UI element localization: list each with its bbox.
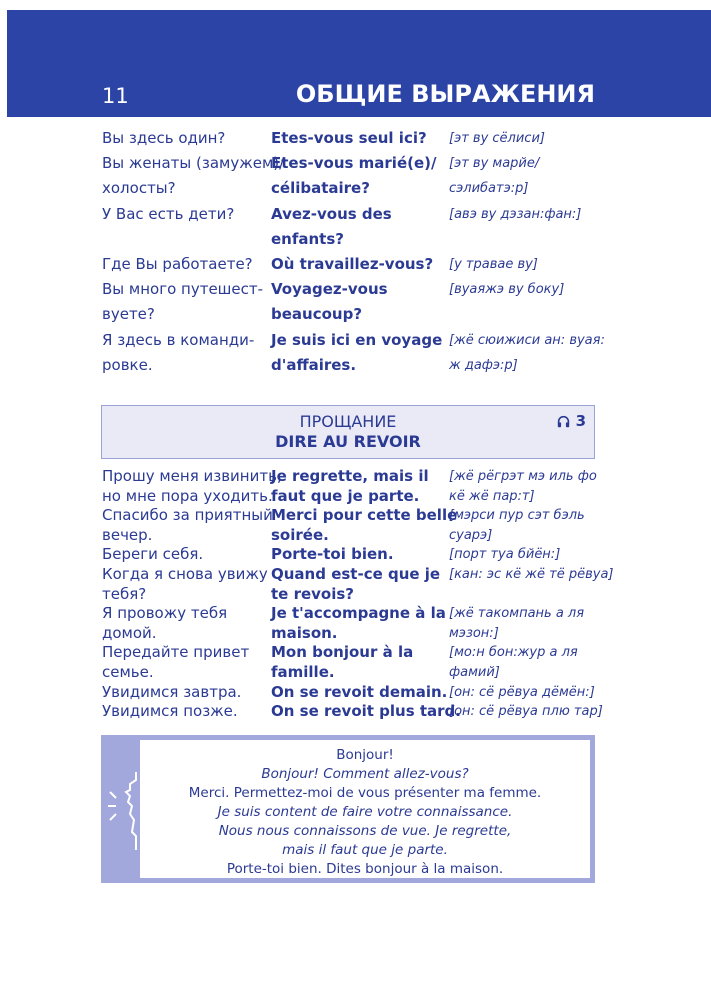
transcription xyxy=(449,126,604,151)
dialog-line: Bonjour! xyxy=(336,747,394,763)
dialog-line: Je suis content de faire votre connaissance. xyxy=(217,804,513,820)
russian-phrase xyxy=(102,604,272,643)
french-phrase-line: On se revoit plus tard. xyxy=(271,702,461,721)
phrase-row xyxy=(102,202,602,252)
french-phrase xyxy=(271,328,449,378)
french-phrase-line: Etes-vous seul ici? xyxy=(271,129,427,147)
russian-phrase-line: Я здесь в команди- xyxy=(102,330,255,349)
transcription-line: [жё такомпань а ля xyxy=(449,606,585,622)
transcription-line: суарэ] xyxy=(449,527,493,543)
transcription-line: [мэрси пур сэт бэль xyxy=(449,508,585,524)
french-phrase-line: Merci pour cette belle xyxy=(271,506,458,525)
transcription xyxy=(449,252,604,277)
french-phrase xyxy=(271,565,449,604)
phrase-row xyxy=(102,328,605,378)
page-number: 11 xyxy=(102,84,129,108)
french-phrase-line: enfants? xyxy=(271,229,344,248)
russian-phrase-line: холосты? xyxy=(102,179,176,198)
transcription-line: мэзон:] xyxy=(449,625,499,641)
french-phrase xyxy=(271,506,458,545)
french-phrase-line: Où travaillez-vous? xyxy=(271,254,434,273)
transcription xyxy=(449,683,604,703)
russian-phrase xyxy=(102,202,272,227)
transcription-line: [кан: эс кё жё тё рёвуа] xyxy=(449,566,614,582)
dialog-line: Bonjour! Comment allez-vous? xyxy=(261,766,469,782)
russian-phrase-line: домой. xyxy=(102,623,157,642)
transcription xyxy=(449,328,604,378)
russian-phrase xyxy=(102,277,272,327)
transcription xyxy=(449,565,614,585)
transcription xyxy=(449,467,604,506)
headphones-icon xyxy=(557,412,575,430)
french-phrase-line: Etes-vous marié(e)/ xyxy=(271,154,437,173)
phrase-row xyxy=(102,702,602,722)
russian-phrase-line: Вы женаты (замужем)/ xyxy=(102,154,285,173)
farewell-table xyxy=(102,467,614,722)
french-phrase xyxy=(271,702,461,722)
french-phrase-line: d'affaires. xyxy=(271,355,357,374)
transcription xyxy=(449,604,604,643)
transcription-line: [у травае ву] xyxy=(449,256,538,272)
transcription-line: [мо:н бон:жур а ля xyxy=(449,645,578,661)
transcription xyxy=(449,506,604,545)
transcription-line: [эт ву марйе/ xyxy=(449,156,540,172)
dialog-line: Nous nous connaissons de vue. Je regrette, xyxy=(218,823,512,839)
transcription-line: [он: сё рёвуа плю тар] xyxy=(449,704,603,720)
russian-phrase-line: Передайте привет xyxy=(102,643,250,662)
russian-phrase-line: семье. xyxy=(102,662,154,681)
audio-track-number: 3 xyxy=(575,412,586,430)
french-phrase-line: Je suis ici en voyage xyxy=(271,330,443,349)
russian-phrase xyxy=(102,565,272,604)
russian-phrase-line: но мне пора уходить. xyxy=(102,486,273,505)
russian-phrase-line: тебя? xyxy=(102,584,147,603)
transcription xyxy=(449,277,604,302)
french-phrase xyxy=(271,467,449,506)
transcription-line: фамий] xyxy=(449,664,500,680)
russian-phrase-line: Я провожу тебя xyxy=(102,604,228,623)
phrase-table xyxy=(102,126,605,378)
russian-phrase-line: Вы здесь один? xyxy=(102,129,226,147)
french-phrase xyxy=(271,604,449,643)
russian-phrase-line: Увидимся завтра. xyxy=(102,682,242,701)
phrase-row xyxy=(102,683,602,703)
french-phrase-line: famille. xyxy=(271,662,335,681)
russian-phrase xyxy=(102,151,285,201)
page-title: ОБЩИЕ ВЫРАЖЕНИЯ xyxy=(295,80,595,108)
transcription-line: кё жё пар:т] xyxy=(449,488,535,504)
transcription-line: [авэ ву дэзан:фан:] xyxy=(449,206,582,222)
russian-phrase-line: ровке. xyxy=(102,355,153,374)
french-phrase-line: faut que je parte. xyxy=(271,486,420,505)
french-phrase xyxy=(271,151,449,201)
dialog-sidebar xyxy=(106,740,140,878)
french-phrase-line: soirée. xyxy=(271,525,329,544)
french-phrase-line: Porte-toi bien. xyxy=(271,545,394,564)
russian-phrase-line: У Вас есть дети? xyxy=(102,204,235,223)
dialog-line: mais il faut que je parte. xyxy=(282,842,448,858)
russian-phrase xyxy=(102,683,272,703)
transcription-line: ж дафэ:р] xyxy=(449,357,518,373)
transcription-line: [порт туа бйён:] xyxy=(449,547,561,563)
russian-phrase-line: Прошу меня извинить, xyxy=(102,467,282,485)
russian-phrase xyxy=(102,467,282,506)
russian-phrase-line: Увидимся позже. xyxy=(102,702,238,721)
russian-phrase xyxy=(102,545,272,565)
phrase-row xyxy=(102,545,602,565)
transcription-line: [вуаяжэ ву боку] xyxy=(449,282,565,298)
french-phrase-line: Quand est-ce que je xyxy=(271,564,441,583)
transcription xyxy=(449,643,604,682)
french-phrase xyxy=(271,252,449,277)
russian-phrase xyxy=(102,328,272,378)
transcription-line: сэлибатэ:р] xyxy=(449,181,529,197)
phrase-row xyxy=(102,126,602,151)
russian-phrase-line: Спасибо за приятный xyxy=(102,506,273,525)
french-phrase-line: Voyagez-vous xyxy=(271,280,388,299)
russian-phrase xyxy=(102,126,272,151)
phrase-row xyxy=(102,604,602,643)
russian-phrase-line: Где Вы работаете? xyxy=(102,254,253,273)
french-phrase-line: Je t'accompagne à la xyxy=(271,604,446,623)
phrase-row xyxy=(102,252,602,277)
french-phrase-line: beaucoup? xyxy=(271,305,363,324)
audio-track-badge[interactable] xyxy=(557,412,586,430)
french-phrase xyxy=(271,126,449,151)
french-phrase xyxy=(271,545,449,565)
dialog-box xyxy=(101,735,595,883)
french-phrase xyxy=(271,683,449,703)
section-title-fr: DIRE AU REVOIR xyxy=(275,432,421,451)
french-phrase xyxy=(271,643,449,682)
transcription xyxy=(449,151,604,201)
phrase-row xyxy=(102,277,602,327)
dialog-text xyxy=(146,746,584,879)
transcription-line: [он: сё рёвуа дёмён:] xyxy=(449,684,595,700)
russian-phrase xyxy=(102,252,272,277)
russian-phrase-line: Береги себя. xyxy=(102,545,204,564)
section-title-ru: ПРОЩАНИЕ xyxy=(299,412,397,431)
russian-phrase-line: вуете? xyxy=(102,305,155,324)
french-phrase-line: Je regrette, mais il xyxy=(271,467,429,485)
french-phrase-line: Mon bonjour à la xyxy=(271,643,414,662)
russian-phrase xyxy=(102,702,272,722)
french-phrase-line: célibataire? xyxy=(271,179,370,198)
phrase-row xyxy=(102,506,602,545)
phrase-row xyxy=(102,643,602,682)
russian-phrase-line: вечер. xyxy=(102,525,153,544)
french-phrase-line: On se revoit demain. xyxy=(271,682,448,701)
russian-phrase-line: Когда я снова увижу xyxy=(102,564,268,583)
french-phrase-line: te revois? xyxy=(271,584,354,603)
transcription-line: [жё сюижиси ан: вуая: xyxy=(449,332,605,348)
transcription-line: [жё рёгрэт мэ иль фо xyxy=(449,469,597,484)
russian-phrase xyxy=(102,506,272,545)
french-phrase xyxy=(271,277,449,327)
phrase-row xyxy=(102,151,602,201)
russian-phrase xyxy=(102,643,272,682)
french-phrase-line: maison. xyxy=(271,623,338,642)
russian-phrase-line: Вы много путешест- xyxy=(102,280,264,299)
phrase-row xyxy=(102,467,602,506)
transcription-line: [эт ву сёлиси] xyxy=(449,131,545,146)
phrase-row xyxy=(102,564,614,604)
french-phrase xyxy=(271,202,449,252)
transcription xyxy=(449,702,604,722)
section-banner xyxy=(101,405,595,459)
dialog-line: Porte-toi bien. Dites bonjour à la maison. xyxy=(226,861,504,877)
french-phrase-line: Avez-vous des xyxy=(271,204,392,223)
dialog-line: Merci. Permettez-moi de vous présenter ma femme. xyxy=(188,785,542,801)
transcription xyxy=(449,202,604,227)
transcription xyxy=(449,545,604,565)
